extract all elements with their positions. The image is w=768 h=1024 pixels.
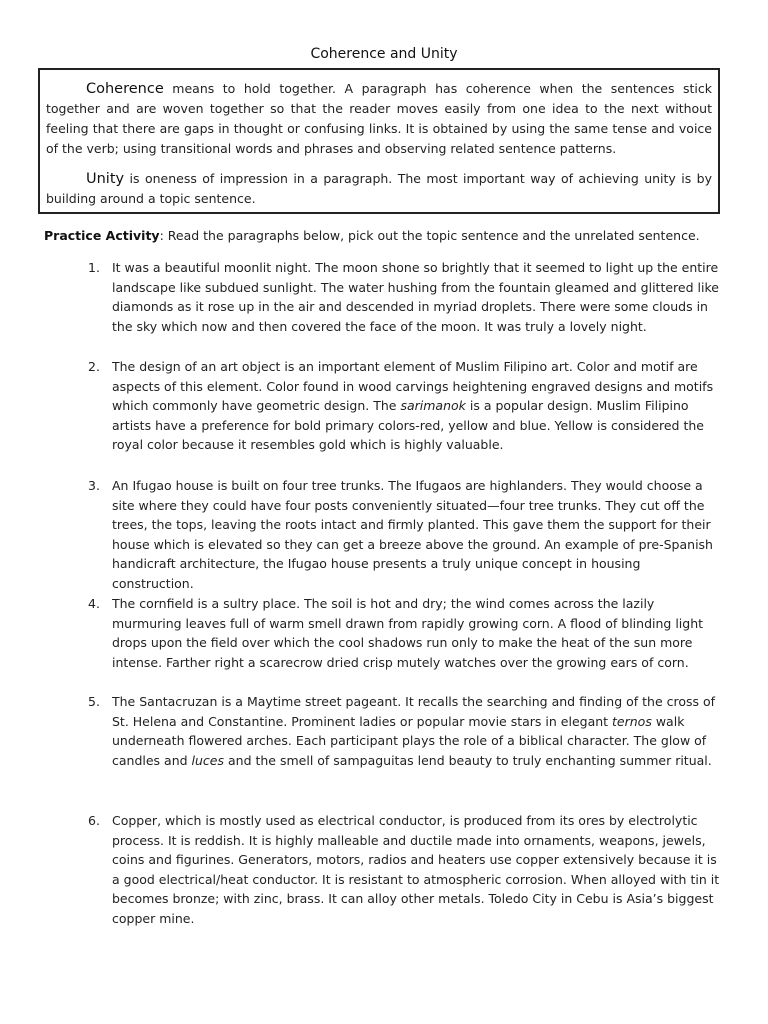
practice-instruction (44, 226, 734, 246)
item-text-part: walk underneath flowered arches. Each participant plays the role of a biblical character. The glow of candles and (112, 713, 707, 768)
item-text: An Ifugao house is built on four tree trunks. The Ifugaos are highlanders. They would choose a site where they could have four posts conveniently situated—four tree trunks. They cut off the trees, the tops, leaving the roots intact and firmly planted. This gave them the support for their house which is elevated so they can get a breeze above the ground. An example of pre-Spanish handicraft architecture, the Ifugao house presents a truly unique concept in housing construction. (112, 478, 713, 591)
item-text-part: is a popular design. Muslim Filipino artists have a preference for bold primary colors-red, yellow and blue. Yellow is considered the royal color because it resembles gold which is highly valuable. (112, 398, 704, 452)
item-text (112, 357, 724, 455)
list-item (88, 258, 724, 336)
page-title: Coherence and Unity (310, 46, 458, 62)
coherence-text: means to hold together. A paragraph has coherence when the sentences stick together and are woven together so that the reader moves easily from one idea to the next without feeling that there are gaps in thought or confusing links. It is obtained by using the same tense and voice of the verb; using transitional words and phrases and observing related sentence patterns. (46, 81, 712, 156)
item-text: Copper, which is mostly used as electrical conductor, is produced from its ores by electrolytic process. It is reddish. It is highly malleable and ductile made into ornaments, weapons, jewels, coins and figurines. Generators, motors, radios and heaters use copper extensively because it is a good electrical/heat conductor. It is resistant to atmospheric corrosion. When alloyed with tin it becomes bronze; with zinc, brass. It can alloy other metals. Toledo City in Cebu is Asia’s biggest copper mine. (112, 813, 720, 926)
item-text-part: and the smell of sampaguitas lend beauty to truly enchanting summer ritual. (224, 752, 712, 768)
list-item (88, 811, 724, 928)
item-number: 4. (88, 596, 100, 611)
item-text-part: The design of an art object is an important element of Muslim Filipino art. Color and motif are aspects of this element. Color found in wood carvings heightening engraved designs and motifs which commonly have geometric design. The (112, 359, 714, 413)
list-item (88, 594, 724, 672)
item-number: 3. (88, 478, 100, 493)
item-number: 6. (88, 813, 100, 828)
practice-label: Practice Activity (44, 228, 160, 243)
item-number: 2. (88, 359, 100, 374)
practice-text: : Read the paragraphs below, pick out the topic sentence and the unrelated sentence. (159, 228, 700, 243)
unity-text: is oneness of impression in a paragraph. The most important way of achieving unity is by building around a topic sentence. (46, 171, 712, 206)
coherence-term: Coherence (86, 81, 164, 97)
item-number: 5. (88, 694, 100, 709)
item-number: 1. (88, 260, 100, 275)
list-item (88, 357, 724, 455)
item-emphasis: ternos (612, 713, 652, 729)
unity-definition (46, 169, 712, 209)
list-item (88, 476, 724, 593)
coherence-definition (46, 79, 712, 159)
definitions-box (38, 68, 720, 214)
list-item (88, 692, 724, 770)
item-emphasis: sarimanok (400, 398, 466, 413)
item-text (112, 692, 724, 770)
item-emphasis: luces (191, 752, 225, 768)
item-text: The cornfield is a sultry place. The soil is hot and dry; the wind comes across the lazily murmuring leaves full of warm smell drawn from rapidly growing corn. A flood of blinding light drops upon the field over which the cool shadows run only to make the heat of the sun more intense. Farther right a scarecrow dried crisp mutely watches over the growing ears of corn. (112, 596, 704, 670)
item-text: It was a beautiful moonlit night. The moon shone so brightly that it seemed to light up the entire landscape like subdued sunlight. The water hushing from the fountain gleamed and glittered like diamonds as it rose up in the air and descended in myriad droplets. There were some clouds in the sky which now and then covered the face of the moon. It was truly a lovely night. (112, 260, 719, 334)
unity-term: Unity (86, 171, 125, 187)
item-text-part: The Santacruzan is a Maytime street pageant. It recalls the searching and finding of the cross of St. Helena and Constantine. Prominent ladies or popular movie stars in elegant (112, 694, 716, 729)
